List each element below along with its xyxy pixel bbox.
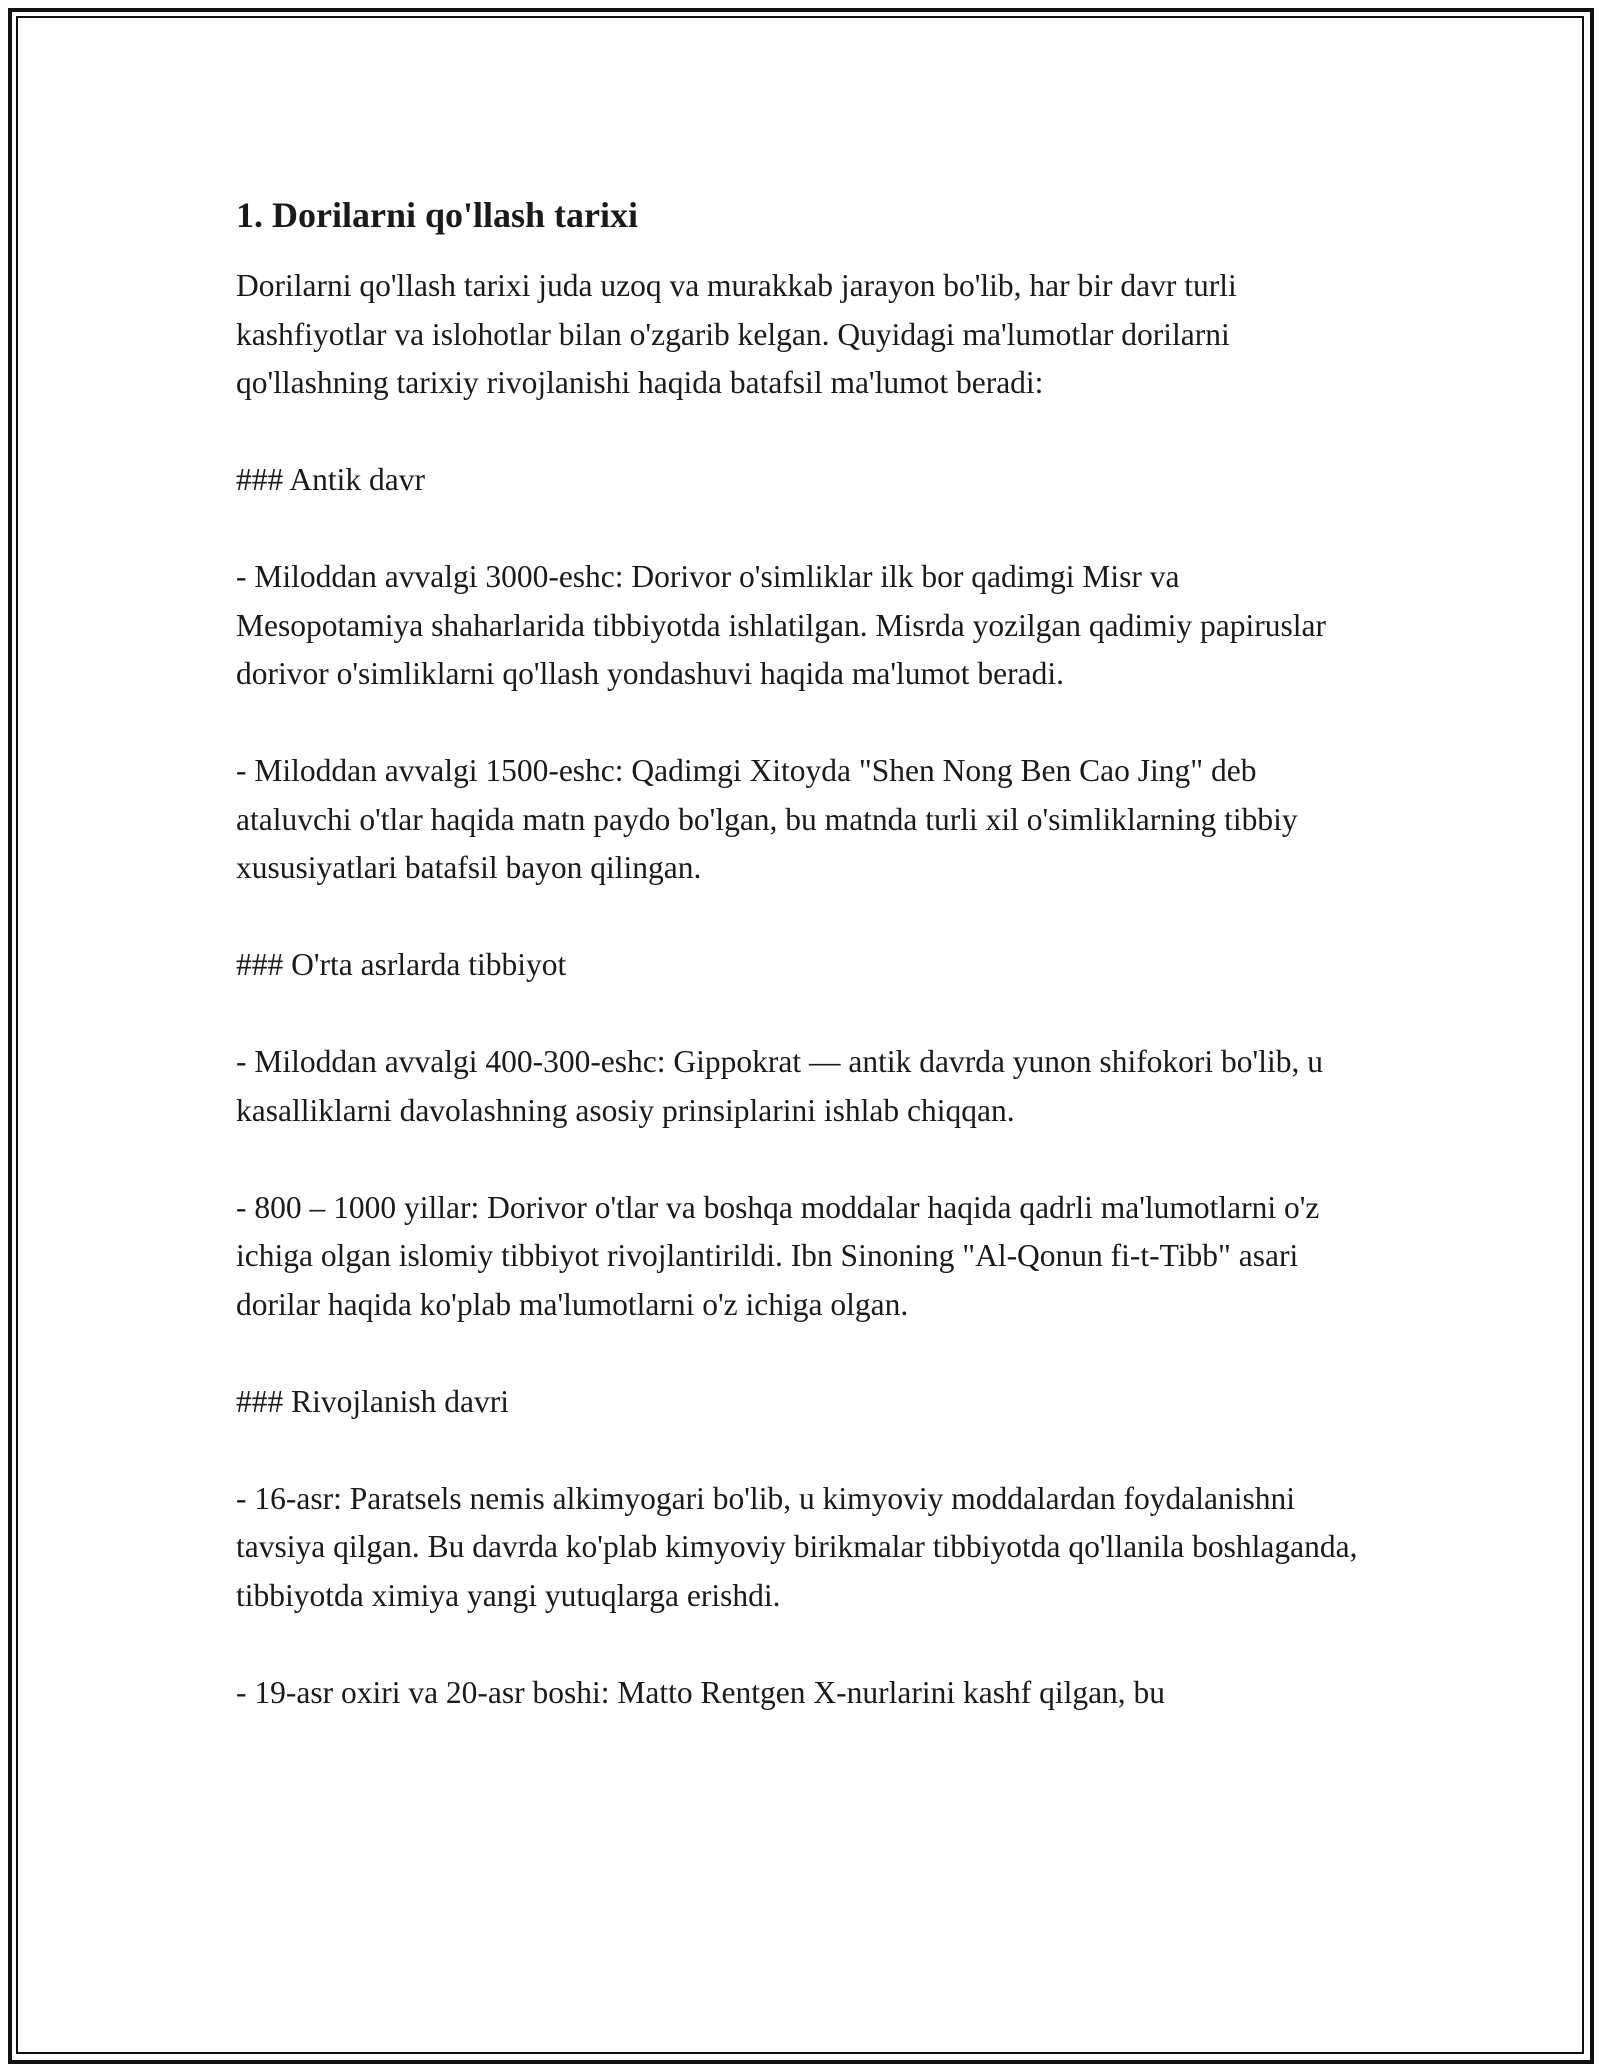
- section-heading-rivojlanish-davri: ### Rivojlanish davri: [236, 1383, 509, 1419]
- list-item-19th-20th-century: - 19-asr oxiri va 20-asr boshi: Matto Rentgen X-nurlarini kashf qilgan, bu: [236, 1674, 1166, 1710]
- list-item-800-1000: - 800 – 1000 yillar: Dorivor o'tlar va boshqa moddalar haqida qadrli ma'lumotlarni o'z ichiga olgan islomiy tibbiyot rivojlantirildi. Ibn Sinoning "Al-Qonun fi-t-Tibb" asari dorilar haqida ko'plab ma'lumotlarni o'z ichiga olgan.: [236, 1189, 1320, 1322]
- list-item-3000-bc: - Miloddan avvalgi 3000-eshc: Dorivor o'simliklar ilk bor qadimgi Misr va Mesopotamiya shaharlarida tibbiyotda ishlatilgan. Misrda yozilgan qadimiy papiruslar dorivor o'simliklarni qo'llash yondashuvi haqida ma'lumot beradi.: [236, 559, 1326, 691]
- intro-paragraph: Dorilarni qo'llash tarixi juda uzoq va murakkab jarayon bo'lib, har bir davr turli kashfiyotlar va islohotlar bilan o'zgarib kelgan. Quyidagi ma'lumotlar dorilarni qo'llashning tarixiy rivojlanishi haqida batafsil ma'lumot beradi:: [236, 268, 1237, 400]
- list-item-400-300-bc: - Miloddan avvalgi 400-300-eshc: Gippokrat — antik davrda yunon shifokori bo'lib, u kasalliklarni davolashning asosiy prinsiplarini ishlab chiqqan.: [236, 1044, 1323, 1128]
- list-item-1500-bc: - Miloddan avvalgi 1500-eshc: Qadimgi Xitoyda "Shen Nong Ben Cao Jing" deb ataluvchi o'tlar haqida matn paydo bo'lgan, bu matnda turli xil o'simliklarning tibbiy xususiyatlari batafsil bayon qilingan.: [236, 753, 1298, 885]
- section-heading-orta-asrlar: ### O'rta asrlarda tibbiyot: [236, 947, 567, 982]
- list-item-16th-century: - 16-asr: Paratsels nemis alkimyogari bo'lib, u kimyoviy moddalardan foydalanishni tavsiya qilgan. Bu davrda ko'plab kimyoviy birikmalar tibbiyotda qo'llanila boshlaganda, tibbiyotda ximiya yangi yutuqlarga erishdi.: [236, 1480, 1358, 1613]
- document-title: 1. Dorilarni qo'llash tarixi: [236, 195, 639, 235]
- section-heading-antik-davr: ### Antik davr: [236, 462, 425, 497]
- document-body: [236, 190, 1366, 1766]
